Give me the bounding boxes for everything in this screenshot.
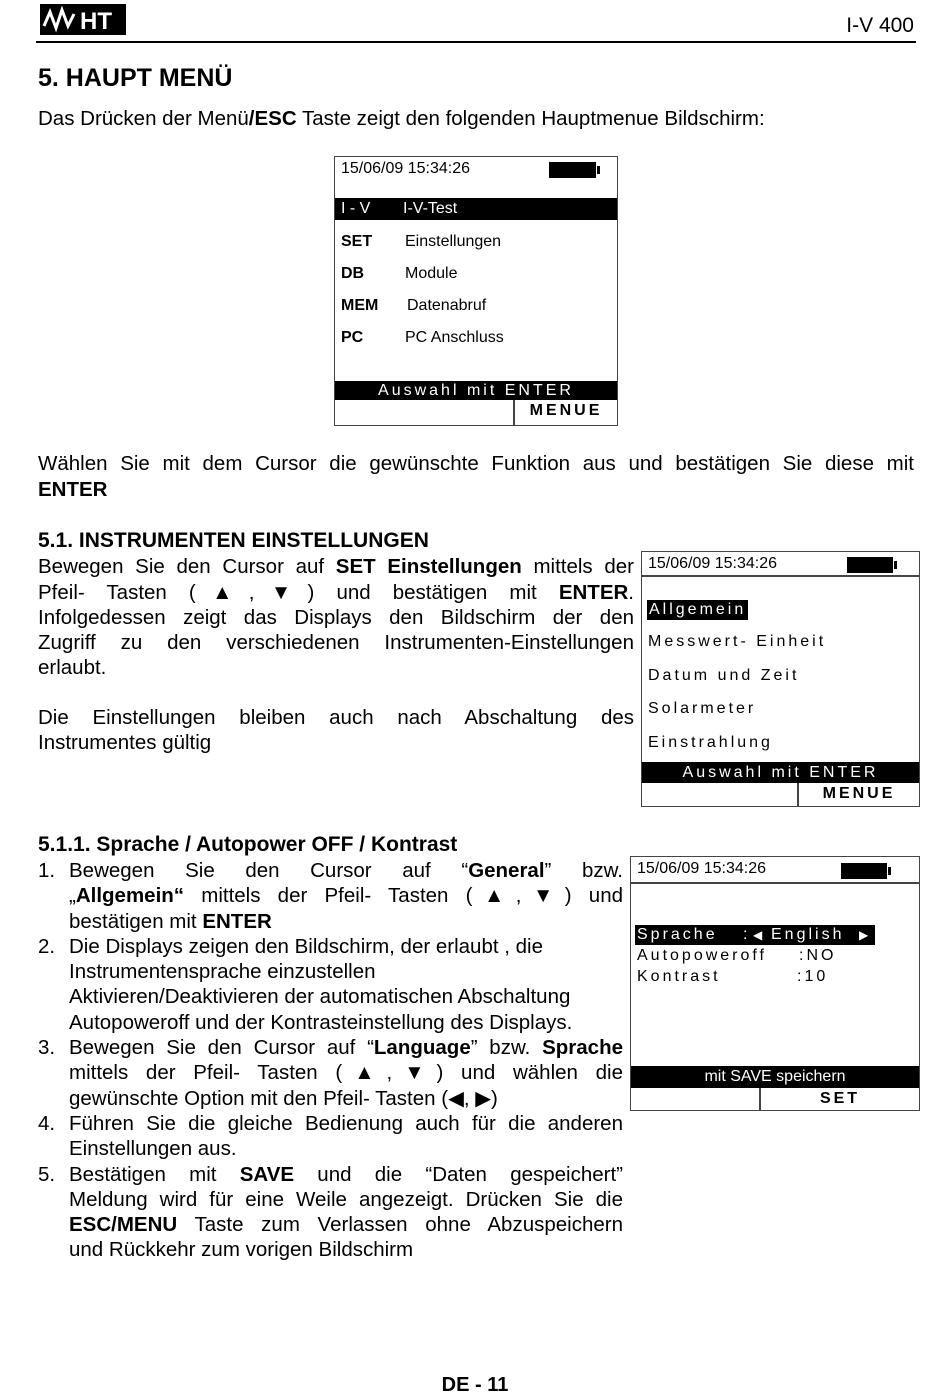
instruction-list xyxy=(38,858,623,1263)
screen-datetime: 15/06/09 15:34:26 xyxy=(648,555,778,572)
list-item: 1. Bewegen Sie den Cursor auf “General” bzw. „Allgemein“ mittels der Pfeil- Tasten (▲,▼) und bestätigen mit ENTER xyxy=(38,859,623,933)
menu-item-iv-selected[interactable]: I - V I-V-Test xyxy=(335,198,617,220)
section-5-1-p1-line4: Zugriff zu den verschiedenen Instrumenten-Einstellungen xyxy=(38,631,634,654)
section-5-1-1-title: 5.1.1. Sprache / Autopower OFF / Kontrast xyxy=(38,833,458,856)
section-5-intro: Das Drücken der Menü/ESC Taste zeigt den folgenden Hauptmenue Bildschirm: xyxy=(38,107,765,130)
section-5-1-p2-line1: Die Einstellungen bleiben auch nach Abschaltung des xyxy=(38,706,634,729)
settings-screen xyxy=(641,551,920,807)
language-settings-screen: 15/06/09 15:34:26 Sprache : ◀ English ▶ Autopoweroff :NO Kontrast :10 mit SAVE speichern SET xyxy=(630,856,920,1111)
screen-datetime: 15/06/09 15:34:26 xyxy=(637,860,767,877)
section-5-1-title: 5.1. INSTRUMENTEN EINSTELLUNGEN xyxy=(38,529,429,552)
arrow-right-icon[interactable]: ▶ xyxy=(859,928,872,942)
list-item: 2. Die Displays zeigen den Bildschirm, der erlaubt , die Instrumentensprache einzustellen Aktivieren/Deaktivieren der automatischen Abschaltung Autopoweroff und der Kontrasteinstellung des Displays. xyxy=(38,934,573,1034)
section-5-title: 5. HAUPT MENÜ xyxy=(38,64,233,92)
list-item: 4. Führen Sie die gleiche Bedienung auch für die anderen Einstellungen aus. xyxy=(38,1111,623,1161)
main-menu-screen: 15/06/09 15:34:26 I - V I-V-Test SET Einstellungen DB Module MEM Datenabruf PC PC Anschluss Auswahl mit ENTER MENUE xyxy=(334,156,618,426)
page-number: DE - 11 xyxy=(441,1374,509,1396)
battery-icon xyxy=(847,557,893,573)
select-instructions-line1: Wählen Sie mit dem Cursor die gewünschte Funktion aus und bestätigen Sie diese mit xyxy=(38,452,914,475)
list-item: 5. Bestätigen mit SAVE und die “Daten gespeichert” Meldung wird für eine Weile angezeigt. Drücken Sie die ESC/MENU Taste zum Verlassen ohne Abzuspeichern und Rückkehr zum vorigen Bildschirm xyxy=(38,1162,624,1262)
softkey-set[interactable]: SET xyxy=(819,1090,861,1107)
status-bar: Auswahl mit ENTER xyxy=(642,762,919,783)
settings-item-messwert[interactable]: Messwert- Einheit xyxy=(648,633,827,650)
settings-item-datum[interactable]: Datum und Zeit xyxy=(648,667,800,684)
status-bar: Auswahl mit ENTER xyxy=(335,381,617,400)
battery-icon xyxy=(841,863,887,879)
divider xyxy=(642,575,919,577)
language-row-selected[interactable]: Sprache : ◀ English ▶ xyxy=(635,925,875,945)
svg-text:HT: HT xyxy=(80,8,112,35)
section-5-1-p1-line2: Pfeil- Tasten (▲,▼) und bestätigen mit ENTER. xyxy=(38,581,634,604)
settings-item-allgemein-selected[interactable]: Allgemein xyxy=(649,601,747,618)
ht-logo xyxy=(40,4,126,35)
status-bar: mit SAVE speichern xyxy=(631,1066,919,1088)
select-instructions-line2: ENTER xyxy=(38,478,108,501)
list-item: 3. Bewegen Sie den Cursor auf “Language” bzw. Sprache mittels der Pfeil- Tasten (▲,▼) und wählen die gewünschte Option mit den Pfeil- Tasten (◀, ▶) xyxy=(38,1036,623,1110)
battery-icon xyxy=(549,162,596,178)
arrow-left-icon[interactable]: ◀ xyxy=(753,928,766,942)
header-rule xyxy=(36,41,916,43)
divider xyxy=(631,882,919,884)
softkey-menue[interactable]: MENUE xyxy=(822,785,896,802)
section-5-1-p1-line5: erlaubt. xyxy=(38,656,107,679)
settings-item-einstrahlung[interactable]: Einstrahlung xyxy=(648,734,773,751)
section-5-1-p1-line1: Bewegen Sie den Cursor auf SET Einstellungen mittels der xyxy=(38,555,635,578)
softkey-menue[interactable]: MENUE xyxy=(529,402,603,419)
screen-datetime: 15/06/09 15:34:26 xyxy=(341,160,471,177)
section-5-1-p1-line3: Infolgedessen zeigt das Displays den Bildschirm der den xyxy=(38,606,634,629)
section-5-1-p2-line2: Instrumentes gültig xyxy=(38,731,212,754)
model-name: I-V 400 xyxy=(846,14,914,37)
settings-item-solarmeter[interactable]: Solarmeter xyxy=(648,700,757,717)
